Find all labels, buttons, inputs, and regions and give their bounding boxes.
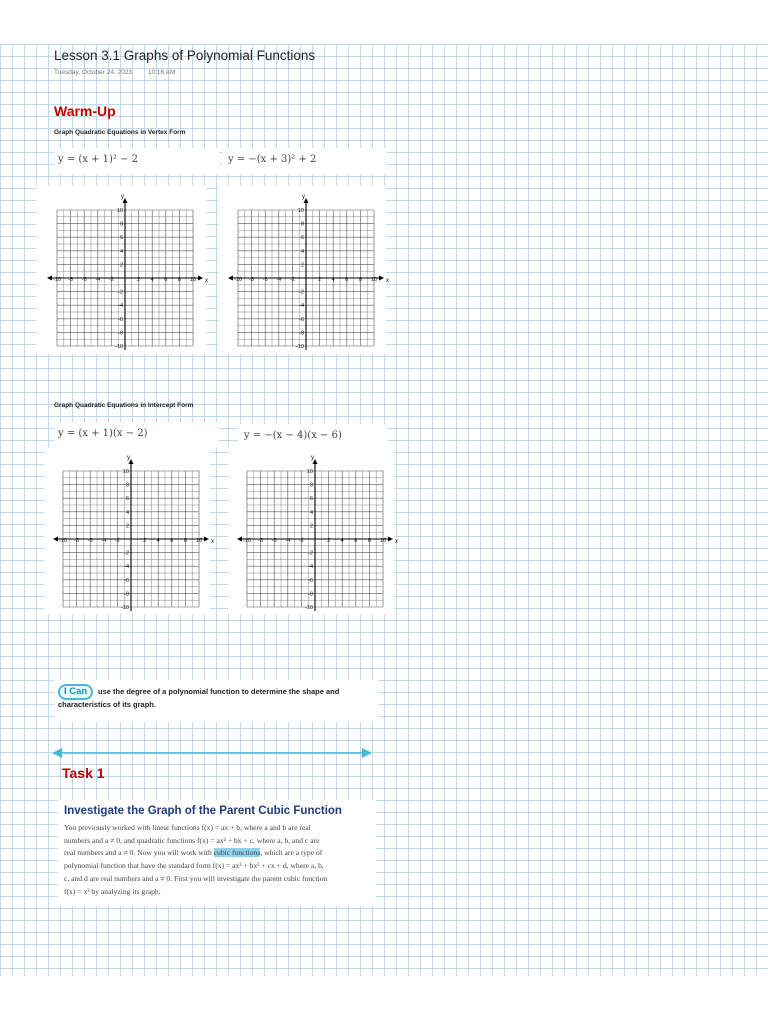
ican-text-continued: characteristics of its graph. [58, 700, 156, 709]
y-tick-label: 8 [119, 221, 123, 228]
y-tick-label: 6 [309, 496, 313, 503]
warmup-heading: Warm-Up [54, 103, 116, 119]
y-tick-label: -4 [308, 564, 313, 571]
arrow-right-icon [379, 276, 384, 281]
intercept-section-label: Graph Quadratic Equations in Intercept Form [54, 402, 194, 409]
x-tick-label: 10 [189, 277, 197, 283]
task-line-3-after: , which are a type of [260, 848, 323, 858]
y-tick-label: -8 [124, 591, 129, 598]
x-tick-label: -8 [74, 538, 80, 544]
x-tick-label: 4 [150, 277, 154, 283]
page-time: 10:16 AM [147, 69, 176, 76]
x-tick-label: 2 [327, 538, 331, 544]
task-line-5: c, and d are real numbers and a ≠ 0. First you will investigate the parent cubic function [64, 873, 328, 883]
x-tick-label: -6 [87, 538, 93, 544]
y-axis-label: y [311, 455, 314, 461]
y-tick-label: -6 [299, 316, 304, 323]
task-line-6: f(x) = x³ by analyzing its graph. [64, 886, 161, 896]
y-axis-label: y [121, 194, 124, 200]
arrow-right-icon [204, 537, 209, 542]
coordinate-plane[interactable] [228, 448, 398, 614]
x-tick-label: -6 [271, 538, 277, 544]
x-tick-label: 4 [331, 277, 335, 283]
task-line-4: polynomial function that have the standard form f(x) = ax³ + bx² + cx + d, where a, b, [64, 861, 324, 871]
x-tick-label: -8 [249, 277, 255, 283]
x-tick-label: -2 [108, 277, 114, 283]
x-tick-label: 6 [345, 277, 349, 283]
x-axis-label: x [211, 539, 214, 545]
y-tick-label: 10 [122, 469, 129, 475]
equation-card-4 [238, 424, 388, 448]
task-line-3 [64, 847, 370, 860]
y-tick-label: 10 [306, 469, 313, 475]
arrow-right-icon [198, 276, 203, 281]
task-card-title: Investigate the Graph of the Parent Cubic Function [64, 805, 342, 817]
task-body [64, 822, 370, 898]
y-tick-label: 6 [119, 235, 123, 242]
x-tick-label: -8 [68, 277, 74, 283]
page-timestamp [54, 69, 175, 76]
task-line-3-before: real numbers and a ≠ 0. Now you will work with [64, 848, 214, 858]
y-tick-label: -4 [118, 303, 123, 310]
graph-grid-2[interactable] [218, 186, 389, 354]
x-tick-label: 10 [379, 538, 387, 544]
y-tick-label: 8 [300, 221, 304, 228]
y-tick-label: -8 [308, 591, 313, 598]
y-tick-label: 8 [309, 482, 313, 489]
y-tick-label: -6 [118, 316, 123, 323]
y-tick-label: -10 [121, 605, 129, 611]
x-tick-label: 8 [358, 277, 362, 283]
y-tick-label: 4 [119, 248, 123, 255]
y-tick-label: -10 [115, 344, 123, 350]
x-axis-label: x [395, 539, 398, 545]
ican-card [54, 680, 379, 722]
y-tick-label: 2 [300, 262, 304, 269]
y-tick-label: -2 [299, 289, 304, 296]
x-tick-label: 10 [195, 538, 203, 544]
arrow-left-icon [47, 276, 52, 281]
y-tick-label: -10 [296, 344, 304, 350]
page-date: Tuesday, October 24, 2023 [54, 69, 133, 76]
graph-grid-1[interactable] [36, 186, 206, 354]
x-tick-label: 4 [340, 538, 344, 544]
x-tick-label: -6 [262, 277, 268, 283]
graph-grid-4[interactable] [228, 448, 398, 614]
y-tick-label: 4 [309, 509, 313, 516]
y-tick-label: -6 [124, 577, 129, 584]
y-tick-label: 4 [125, 509, 129, 516]
x-tick-label: 6 [164, 277, 168, 283]
x-tick-label: -2 [289, 277, 295, 283]
x-tick-label: 6 [354, 538, 358, 544]
x-tick-label: 2 [318, 277, 322, 283]
equation-4: y = −(x − 4)(x − 6) [244, 430, 342, 441]
graph-grid-3[interactable] [44, 448, 214, 614]
y-tick-label: -4 [299, 303, 304, 310]
y-tick-label: 4 [300, 248, 304, 255]
y-tick-label: -2 [308, 550, 313, 557]
x-tick-label: 8 [177, 277, 181, 283]
x-tick-label: -10 [243, 538, 251, 544]
y-tick-label: 6 [125, 496, 129, 503]
y-tick-label: 10 [116, 208, 123, 214]
highlighted-term: cubic functions [213, 848, 261, 858]
x-tick-label: 4 [156, 538, 160, 544]
ican-badge: I Can [58, 684, 93, 700]
arrow-left-icon [237, 537, 242, 542]
x-tick-label: 2 [143, 538, 147, 544]
x-axis-label: x [205, 278, 208, 284]
x-tick-label: 2 [137, 277, 141, 283]
x-tick-label: -4 [101, 538, 107, 544]
x-tick-label: -4 [95, 277, 101, 283]
y-axis-label: y [127, 455, 130, 461]
x-tick-label: -10 [53, 277, 61, 283]
equation-card-3 [54, 422, 219, 448]
task-card [58, 800, 376, 906]
equation-1: y = (x + 1)² − 2 [58, 154, 139, 165]
y-tick-label: -2 [118, 289, 123, 296]
equation-card-1 [54, 148, 219, 174]
x-tick-label: 10 [370, 277, 378, 283]
y-tick-label: 8 [125, 482, 129, 489]
coordinate-plane[interactable] [36, 186, 206, 354]
y-tick-label: 10 [297, 208, 304, 214]
y-tick-label: 2 [309, 523, 313, 530]
coordinate-plane[interactable] [44, 448, 214, 614]
x-tick-label: -6 [81, 277, 87, 283]
x-tick-label: -2 [114, 538, 120, 544]
x-axis-label: x [386, 278, 389, 284]
page-title: Lesson 3.1 Graphs of Polynomial Functions [54, 48, 316, 63]
coordinate-plane[interactable] [218, 186, 389, 354]
x-tick-label: -4 [276, 277, 282, 283]
y-tick-label: 2 [125, 523, 129, 530]
y-tick-label: -8 [299, 330, 304, 337]
x-tick-label: -2 [298, 538, 304, 544]
task-heading: Task 1 [62, 765, 105, 781]
y-tick-label: 2 [119, 262, 123, 269]
y-axis-label: y [302, 194, 305, 200]
x-tick-label: 8 [183, 538, 187, 544]
y-tick-label: -4 [124, 564, 129, 571]
y-tick-label: -10 [305, 605, 313, 611]
vertex-section-label: Graph Quadratic Equations in Vertex Form [54, 129, 186, 136]
y-tick-label: -8 [118, 330, 123, 337]
ican-text: use the degree of a polynomial function to determine the shape and [98, 687, 340, 696]
y-tick-label: -6 [308, 577, 313, 584]
task-line-2: numbers and a ≠ 0, and quadratic functions f(x) = ax² + bx + c, where a, b, and c are [64, 835, 320, 845]
equation-3: y = (x + 1)(x − 2) [58, 428, 148, 439]
arrow-right-icon [388, 537, 393, 542]
x-tick-label: -4 [285, 538, 291, 544]
y-tick-label: -2 [124, 550, 129, 557]
double-arrow-divider [52, 746, 372, 760]
equation-card-2 [222, 148, 387, 174]
x-tick-label: -10 [234, 277, 242, 283]
task-line-1: You previously worked with linear functions f(x) = ax + b, where a and b are real [64, 823, 311, 832]
equation-2: y = −(x + 3)² + 2 [228, 154, 317, 165]
y-tick-label: 6 [300, 235, 304, 242]
x-tick-label: 6 [170, 538, 174, 544]
arrow-left-icon [228, 276, 233, 281]
x-tick-label: -8 [258, 538, 264, 544]
arrow-left-icon [53, 537, 58, 542]
x-tick-label: -10 [59, 538, 67, 544]
x-tick-label: 8 [367, 538, 371, 544]
